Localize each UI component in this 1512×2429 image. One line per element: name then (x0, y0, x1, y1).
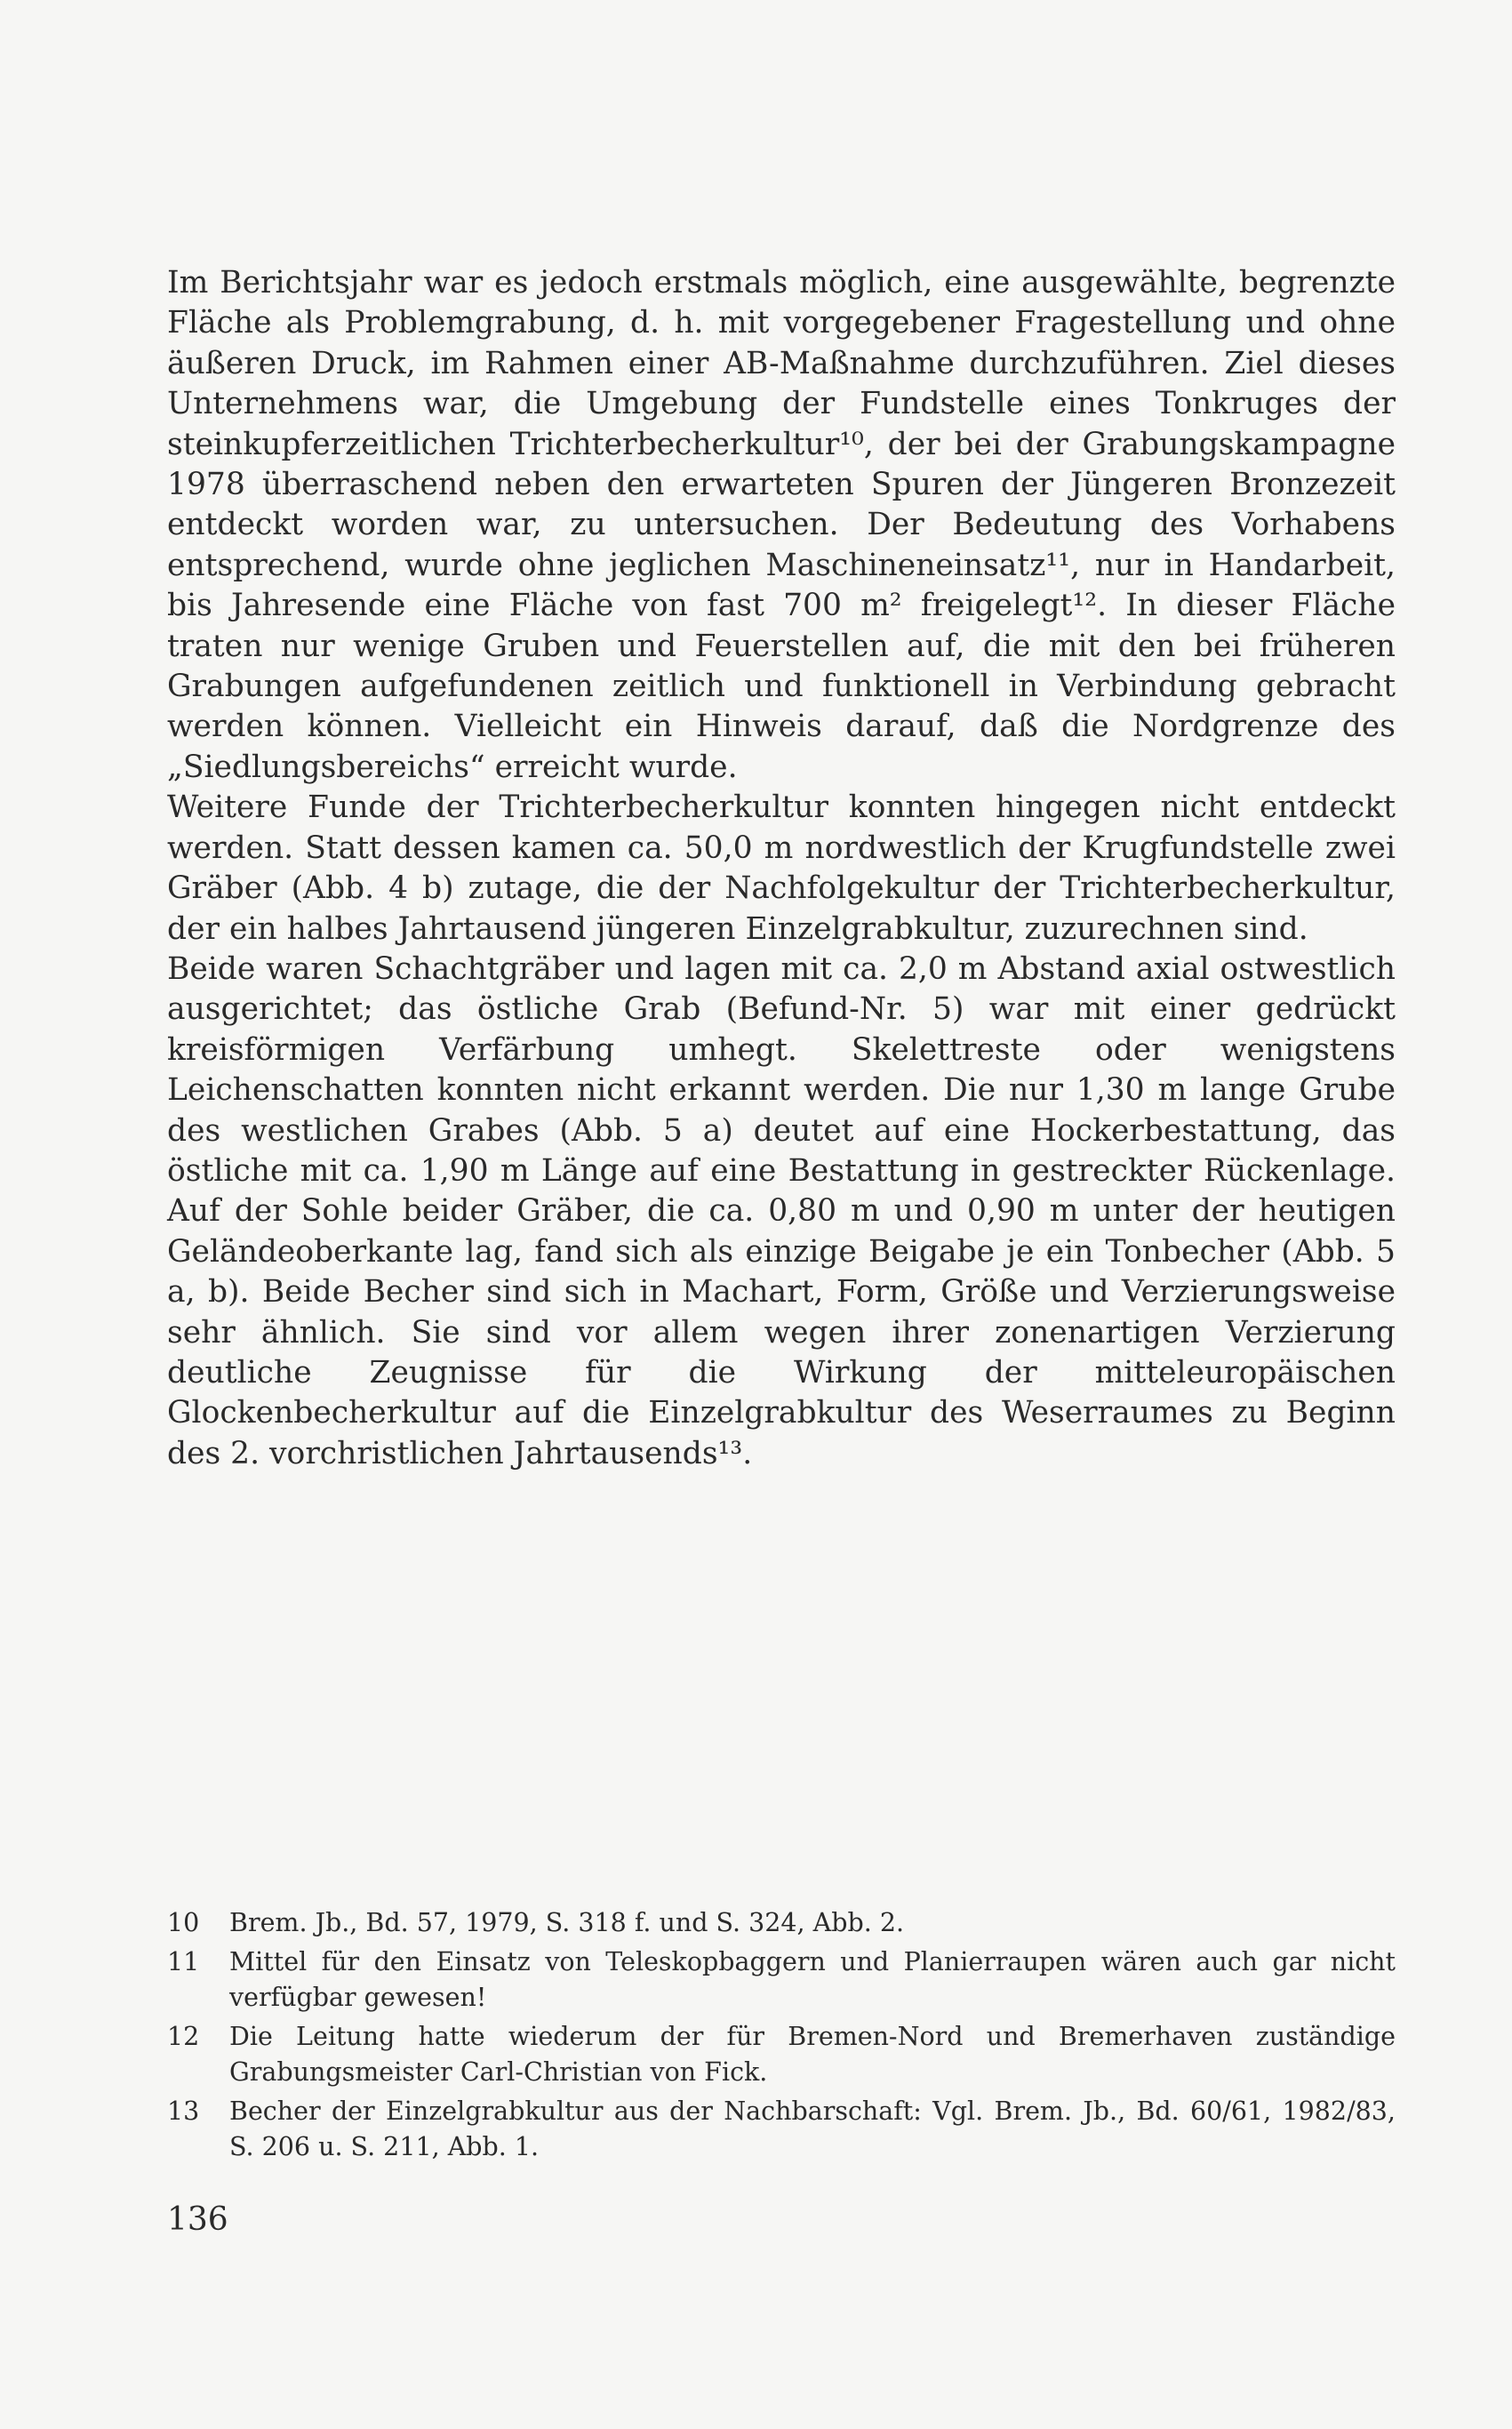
footnote-number: 13 (167, 2096, 200, 2126)
footnote-text: Mittel für den Einsatz von Teleskopbaggern und Planierraupen wären auch gar nicht verfügbar gewesen! (229, 1947, 1396, 2012)
footnote-number: 12 (167, 2022, 200, 2051)
body-text (167, 263, 1396, 1474)
page-number: 136 (167, 2201, 228, 2238)
footnote-12 (167, 2019, 1396, 2090)
paragraph-1: Im Berichtsjahr war es jedoch erstmals möglich, eine ausgewählte, begrenzte Fläche als Problemgrabung, d. h. mit vorgegebener Fragestellung und ohne äußeren Druck, im Rahmen einer AB-Maßnahme durchzuführen. Ziel dieses Unternehmens war, die Umgebung der Fundstelle eines Tonkruges der steinkupferzeitlichen Trichterbecherkultur¹⁰, der bei der Grabungskampagne 1978 überraschend neben den erwarteten Spuren der Jüngeren Bronzezeit entdeckt worden war, zu untersuchen. Der Bedeutung des Vorhabens entsprechend, wurde ohne jeglichen Maschineneinsatz¹¹, nur in Handarbeit, bis Jahresende eine Fläche von fast 700 m² freigelegt¹². In dieser Fläche traten nur wenige Gruben und Feuerstellen auf, die mit den bei früheren Grabungen aufgefundenen zeitlich und funktionell in Verbindung gebracht werden können. Vielleicht ein Hinweis darauf, daß die Nordgrenze des „Siedlungsbereichs“ erreicht wurde. (167, 265, 1396, 785)
paragraph-3: Beide waren Schachtgräber und lagen mit ca. 2,0 m Abstand axial ostwestlich ausgerichtet; das östliche Grab (Befund-Nr. 5) war mit einer gedrückt kreisförmigen Verfärbung umhegt. Skelettreste oder wenigstens Leichenschatten konnten nicht erkannt werden. Die nur 1,30 m lange Grube des westlichen Grabes (Abb. 5 a) deutet auf eine Hockerbestattung, das östliche mit ca. 1,90 m Länge auf eine Bestattung in gestreckter Rückenlage. Auf der Sohle beider Gräber, die ca. 0,80 m und 0,90 m unter der heutigen Geländeoberkante lag, fand sich als einzige Beigabe je ein Tonbecher (Abb. 5 a, b). Beide Becher sind sich in Machart, Form, Größe und Verzierungsweise sehr ähnlich. Sie sind vor allem wegen ihrer zonenartigen Verzierung deutliche Zeugnisse für die Wirkung der mitteleuropäischen Glockenbecherkultur auf die Einzelgrabkultur des Weserraumes zu Beginn des 2. vorchristlichen Jahrtausends¹³. (167, 950, 1396, 1471)
footnote-11 (167, 1944, 1396, 2016)
paragraph-2: Weitere Funde der Trichterbecherkultur konnten hingegen nicht entdeckt werden. Statt dessen kamen ca. 50,0 m nordwestlich der Krugfundstelle zwei Gräber (Abb. 4 b) zutage, die der Nachfolgekultur der Trichterbecherkultur, der ein halbes Jahrtausend jüngeren Einzelgrabkultur, zuzurechnen sind. (167, 790, 1396, 947)
footnote-10 (167, 1905, 1396, 1941)
footnote-text: Becher der Einzelgrabkultur aus der Nachbarschaft: Vgl. Brem. Jb., Bd. 60/61, 1982/83, S. 206 u. S. 211, Abb. 1. (229, 2096, 1396, 2161)
footnote-number: 10 (167, 1908, 200, 1937)
footnote-number: 11 (167, 1947, 200, 1976)
footnotes (167, 1905, 1396, 2168)
footnote-text: Brem. Jb., Bd. 57, 1979, S. 318 f. und S. 324, Abb. 2. (229, 1908, 905, 1937)
footnote-13 (167, 2094, 1396, 2165)
footnote-text: Die Leitung hatte wiederum der für Bremen-Nord und Bremerhaven zuständige Grabungsmeister Carl-Christian von Fick. (229, 2022, 1396, 2087)
